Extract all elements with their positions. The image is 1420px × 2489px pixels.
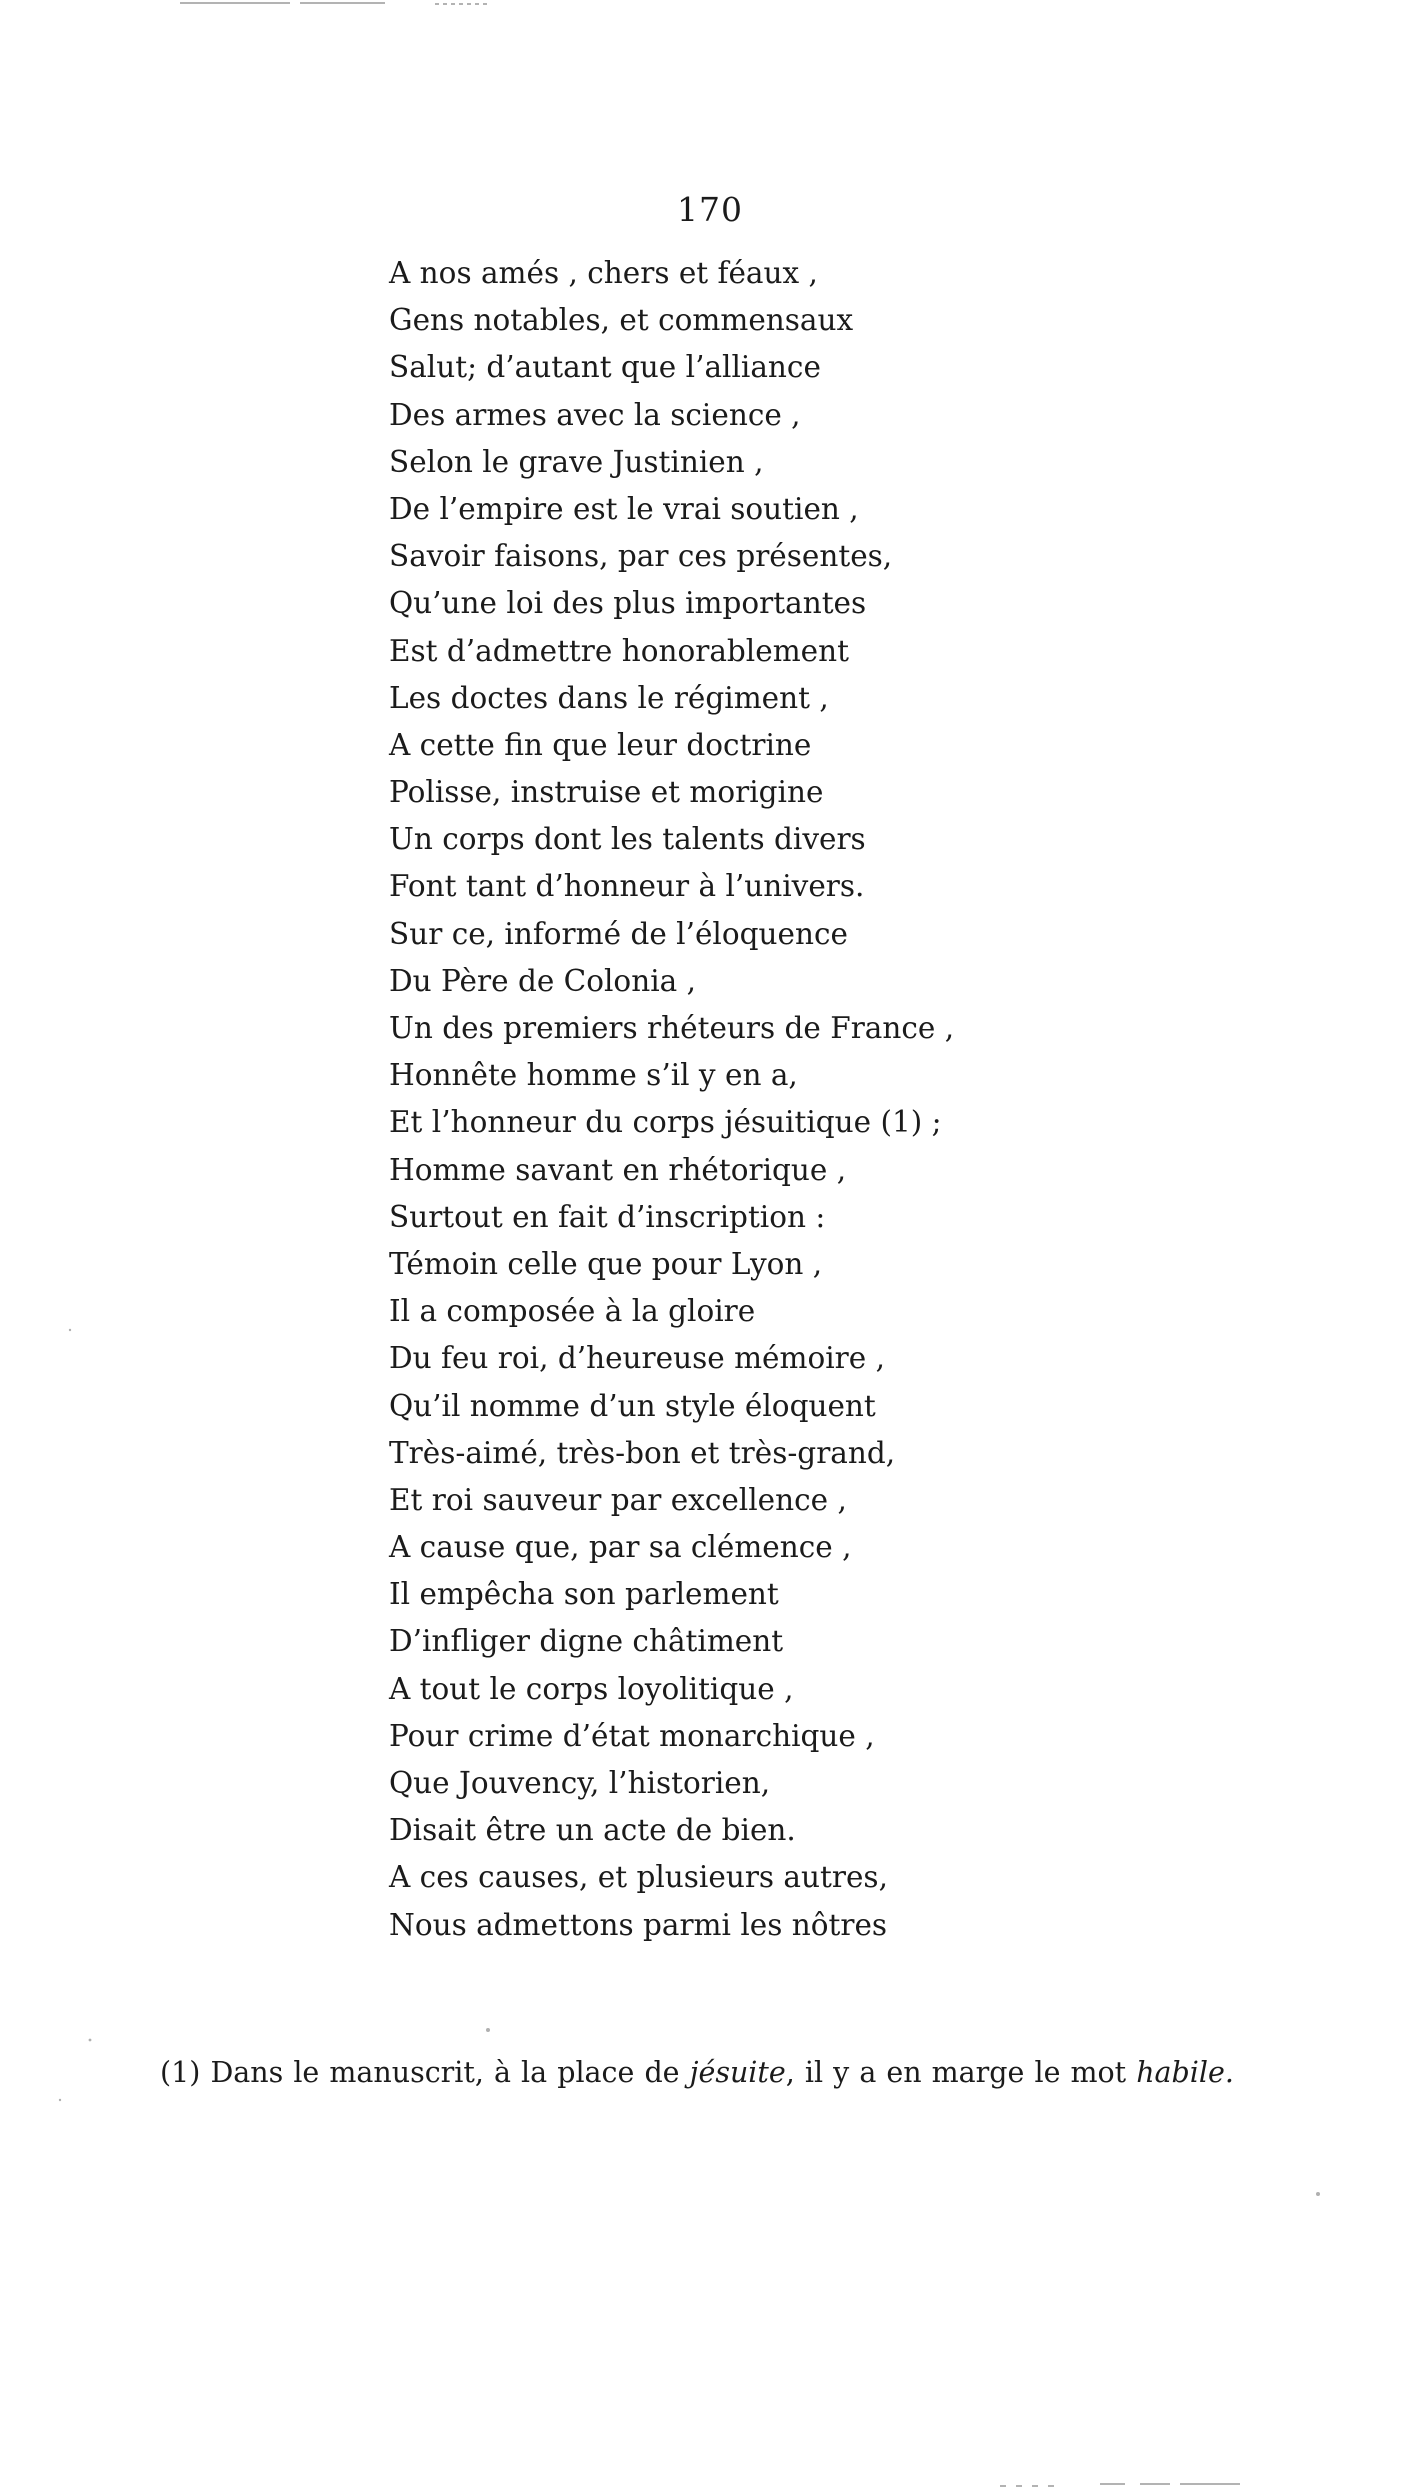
- verse-line: Disait être un acte de bien.: [389, 1813, 796, 1848]
- verse-line: Selon le grave Justinien ,: [389, 444, 764, 479]
- verse-line: Qu’une loi des plus importantes: [389, 586, 867, 621]
- footnote-italic-word: jésuite: [689, 2056, 786, 2089]
- speck-3: [89, 2039, 92, 2042]
- speck-4: [59, 2099, 61, 2101]
- footnote: [160, 2053, 1340, 2093]
- verse-line: Sur ce, informé de l’éloquence: [389, 916, 848, 951]
- footnote-text-middle: , il y a en marge le mot: [785, 2056, 1127, 2089]
- verse-line: De l’empire est le vrai soutien ,: [389, 491, 859, 526]
- verse-line: A cette fin que leur doctrine: [389, 727, 812, 762]
- verse-line: Pour crime d’état monarchique ,: [389, 1718, 875, 1753]
- verse-line: Polisse, instruise et morigine: [389, 775, 824, 810]
- verse-line: Du Père de Colonia ,: [389, 963, 696, 998]
- verse-line: A ces causes, et plusieurs autres,: [389, 1860, 888, 1895]
- verse-line: Surtout en fait d’inscription :: [389, 1199, 826, 1234]
- verse-line: Savoir faisons, par ces présentes,: [389, 539, 893, 574]
- verse-line: Très-aimé, très-bon et très-grand,: [389, 1435, 896, 1470]
- verse-line: Que Jouvency, l’historien,: [389, 1766, 771, 1800]
- page-number: 170: [677, 190, 743, 229]
- verse-line: Homme savant en rhétorique ,: [389, 1152, 847, 1187]
- verse-line: Qu’il nomme d’un style éloquent: [389, 1388, 876, 1423]
- verse-line: Est d’admettre honorablement: [389, 633, 849, 668]
- verse-line: Honnête homme s’il y en a,: [389, 1058, 798, 1093]
- verse-line: Salut; d’autant que l’alliance: [389, 350, 821, 385]
- verse-line: Un des premiers rhéteurs de France ,: [389, 1011, 955, 1045]
- speck-1: [486, 2028, 490, 2032]
- verse-line: Du feu roi, d’heureuse mémoire ,: [389, 1341, 885, 1376]
- footnote-italic-word-2: habile.: [1136, 2056, 1234, 2089]
- verse-line: Un corps dont les talents divers: [389, 822, 866, 857]
- verse-line: Il empêcha son parlement: [389, 1577, 779, 1612]
- verse-line: Des armes avec la science ,: [389, 397, 801, 432]
- verse-line: Et roi sauveur par excellence ,: [389, 1482, 847, 1517]
- verse-line: D’infliger digne châtiment: [389, 1624, 784, 1659]
- verse-line: Il a composée à la gloire: [389, 1294, 756, 1329]
- footnote-marker: (1): [160, 2056, 201, 2089]
- verse-line: Témoin celle que pour Lyon ,: [389, 1246, 823, 1281]
- verse-line: A tout le corps loyolitique ,: [389, 1671, 794, 1706]
- verse-line: Les doctes dans le régiment ,: [389, 680, 829, 715]
- verse-line: A nos amés , chers et féaux ,: [389, 256, 818, 290]
- footnote-text-before: Dans le manuscrit, à la place de: [210, 2056, 680, 2089]
- verse-line: Et l’honneur du corps jésuitique (1) ;: [389, 1105, 942, 1140]
- speck-5: [69, 1329, 71, 1331]
- verse-line: A cause que, par sa clémence ,: [389, 1530, 852, 1565]
- speck-2: [1316, 2192, 1320, 2196]
- verse-block: [389, 250, 1009, 1949]
- verse-line: Font tant d’honneur à l’univers.: [389, 869, 865, 904]
- verse-line: Gens notables, et commensaux: [389, 303, 854, 338]
- verse-line: Nous admettons parmi les nôtres: [389, 1907, 888, 1942]
